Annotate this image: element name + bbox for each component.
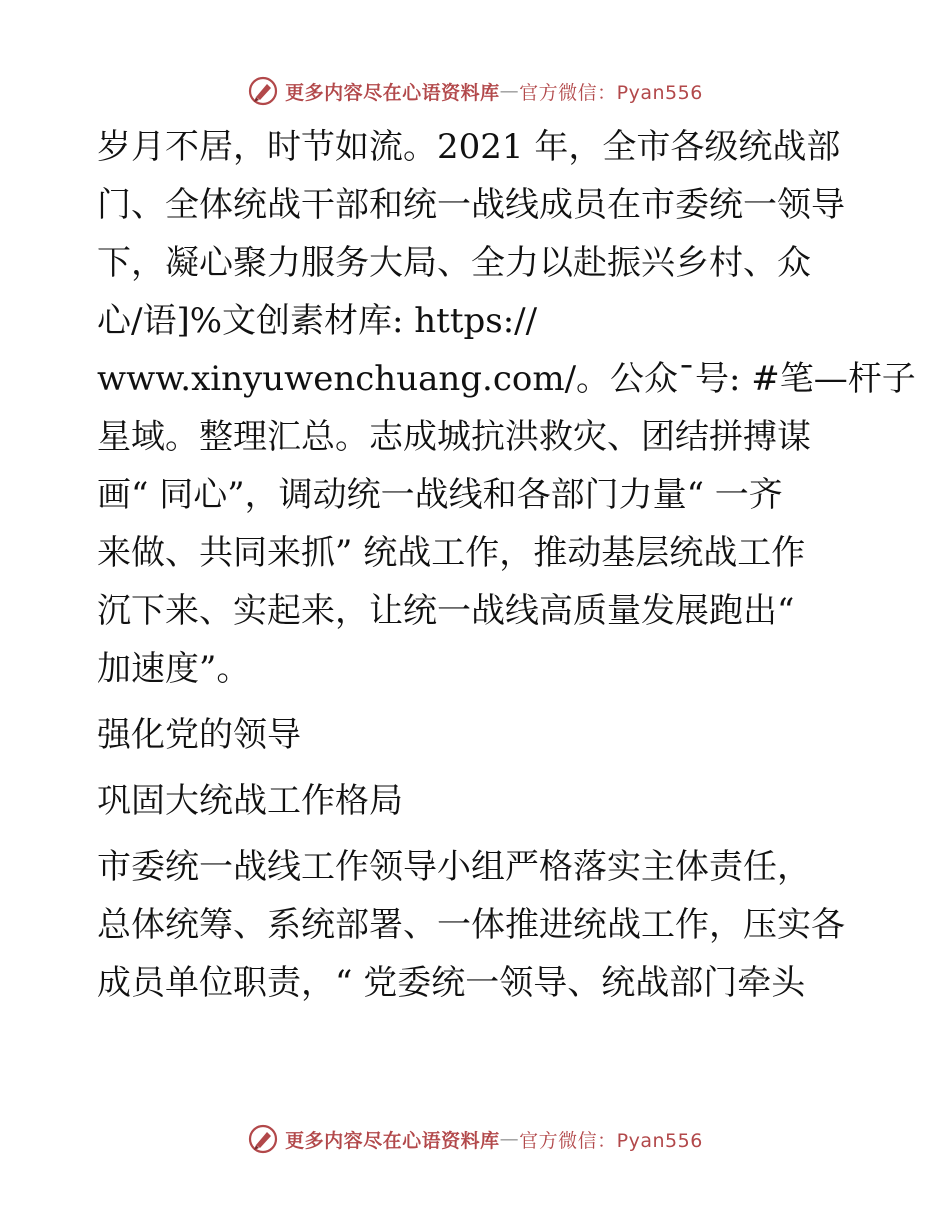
text-line: 画“ 同心”，调动统一战线和各部门力量“ 一齐	[97, 475, 783, 515]
text-line: 成员单位职责，“ 党委统一领导、统战部门牵头	[97, 963, 806, 1003]
document-body	[97, 118, 916, 1012]
banner-brand-text: 更多内容尽在心语资料库	[285, 81, 500, 104]
text-line: 加速度”。	[97, 649, 251, 689]
paragraph-intro	[97, 118, 916, 698]
text-line: 星域。整理汇总。志成城抗洪救灾、团结拼搏谋	[97, 417, 811, 457]
text-line: 心/语]%文创素材库: https://	[97, 301, 538, 341]
text-line: 来做、共同来抓” 统战工作，推动基层统战工作	[97, 533, 806, 573]
heading-text: 强化党的领导	[97, 715, 301, 755]
section-heading-2	[97, 772, 857, 830]
section-heading-1	[97, 706, 857, 764]
pen-logo-icon	[247, 1123, 279, 1155]
text-line: 市委统一战线工作领导小组严格落实主体责任，	[97, 847, 811, 887]
header-watermark-banner	[0, 74, 950, 108]
text-line: 下，凝心聚力服务大局、全力以赴振兴乡村、众	[97, 243, 811, 283]
text-line: 沉下来、实起来，让统一战线高质量发展跑出“	[97, 591, 795, 631]
banner-separator: —	[499, 1128, 520, 1150]
text-line: 岁月不居，时节如流。2021 年，全市各级统战部	[97, 127, 841, 167]
banner-separator: —	[499, 80, 520, 102]
banner-wechat-text: 官方微信：Pyan556	[519, 81, 703, 104]
text-line: 总体统筹、系统部署、一体推进统战工作，压实各	[97, 905, 845, 945]
paragraph-leadership	[97, 838, 857, 1012]
footer-watermark-banner	[0, 1122, 950, 1156]
pen-logo-icon	[247, 75, 279, 107]
banner-wechat-text: 官方微信：Pyan556	[519, 1129, 703, 1152]
text-line: 门、全体统战干部和统一战线成员在市委统一领导	[97, 185, 845, 225]
heading-text: 巩固大统战工作格局	[97, 781, 403, 821]
banner-brand-text: 更多内容尽在心语资料库	[285, 1129, 500, 1152]
text-line: www.xinyuwenchuang.com/。公众¯号: #笔—杆子	[97, 359, 916, 399]
